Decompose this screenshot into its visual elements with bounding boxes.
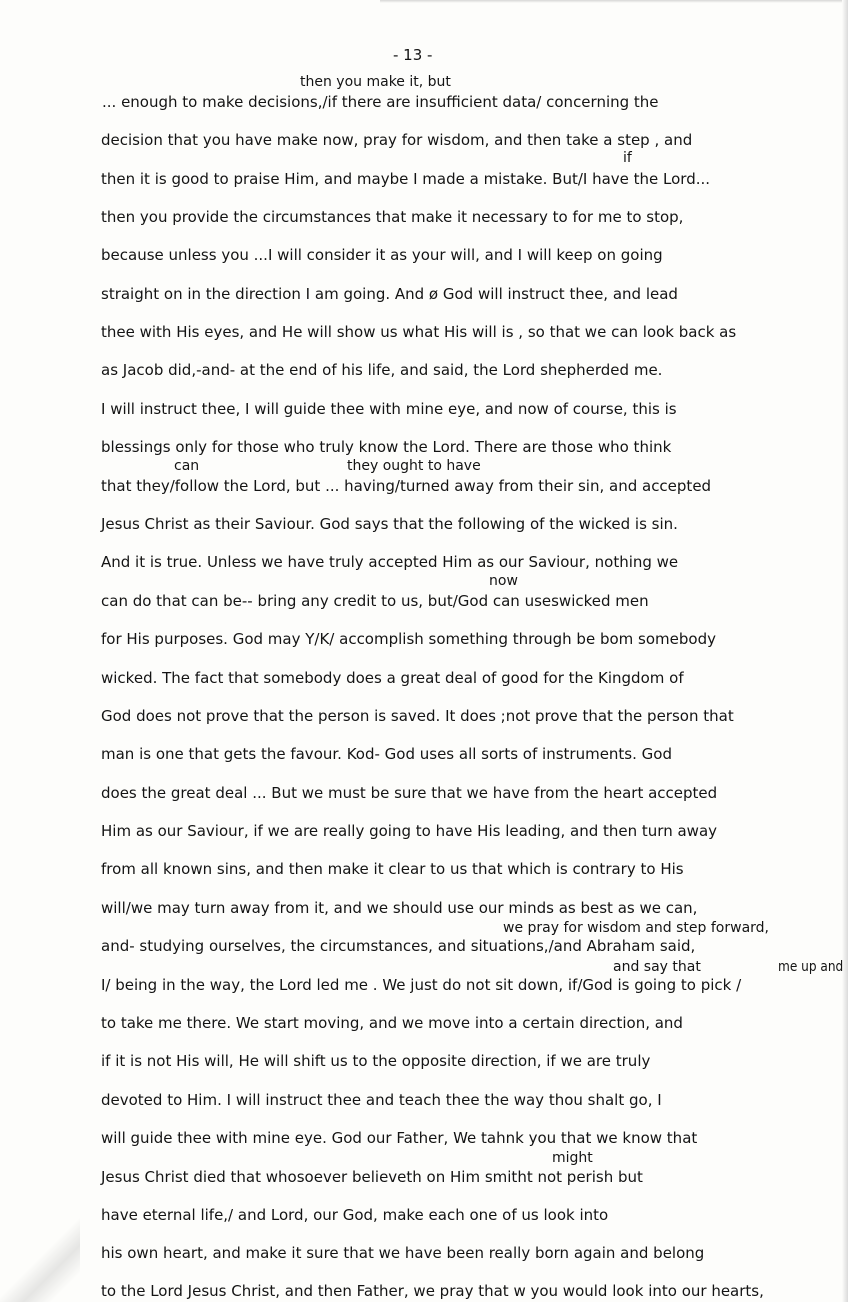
page-number: - 13 - [393, 46, 433, 64]
text-line: that they/follow the Lord, but ... having/turned away from their sin, and accepted [101, 477, 712, 495]
text-line: if it is not His will, He will shift us to the opposite direction, if we are truly [101, 1052, 651, 1070]
text-line: wicked. The fact that somebody does a great deal of good for the Kingdom of [101, 669, 684, 687]
text-line: straight on in the direction I am going. And ø God will instruct thee, and lead [101, 285, 678, 303]
page-top-edge [380, 0, 848, 3]
text-line: his own heart, and make it sure that we have been really born again and belong [101, 1244, 705, 1262]
text-line: as Jacob did,-and- at the end of his life, and said, the Lord shepherded me. [101, 361, 663, 379]
text-line: I will instruct thee, I will guide thee with mine eye, and now of course, this is [101, 400, 677, 418]
insertion-line-1: then you make it, but [300, 74, 451, 90]
text-line: then you provide the circumstances that make it necessary to for me to stop, [101, 208, 684, 226]
text-line: for His purposes. God may Y/K/ accomplish something through be bom somebody [101, 630, 716, 648]
insertion-line-23: we pray for wisdom and step forward, [503, 920, 769, 936]
text-line: will guide thee with mine eye. God our Father, We tahnk you that we know that [101, 1129, 698, 1147]
text-line: will/we may turn away from it, and we should use our minds as best as we can, [101, 899, 698, 917]
text-line: does the great deal ... But we must be sure that we have from the heart accepted [101, 784, 718, 802]
text-line: blessings only for those who truly know the Lord. There are those who think [101, 438, 672, 456]
page-corner-fold [0, 1192, 80, 1302]
text-line: then it is good to praise Him, and maybe I made a mistake. But/I have the Lord... [101, 170, 711, 188]
text-line: And it is true. Unless we have truly accepted Him as our Saviour, nothing we [101, 553, 679, 571]
text-line: devoted to Him. I will instruct thee and teach thee the way thou shalt go, I [101, 1091, 662, 1109]
text-line: man is one that gets the favour. Kod- God uses all sorts of instruments. God [101, 745, 672, 763]
text-line: Jesus Christ died that whosoever believeth on Him smitht not perish but [101, 1168, 643, 1186]
text-line: thee with His eyes, and He will show us what His will is , so that we can look back as [101, 323, 737, 341]
text-line: decision that you have make now, pray for wisdom, and then take a step , and [101, 131, 693, 149]
text-line: Him as our Saviour, if we are really going to have His leading, and then turn away [101, 822, 718, 840]
insertion-line-3: if [623, 150, 632, 166]
text-line: to the Lord Jesus Christ, and then Father, we pray that w you would look into our hearts, [101, 1282, 764, 1300]
insertion-line-29: might [552, 1150, 593, 1166]
text-line: I/ being in the way, the Lord led me . We just do not sit down, if/God is going to pick / [101, 976, 742, 994]
insertion-line-11a: can [174, 458, 200, 474]
text-line: have eternal life,/ and Lord, our God, make each one of us look into [101, 1206, 609, 1224]
text-line: can do that can be-- bring any credit to us, but/God can useswicked men [101, 592, 649, 610]
insertion-line-24b: me up and [778, 959, 844, 975]
text-line: from all known sins, and then make it clear to us that which is contrary to His [101, 860, 684, 878]
text-line: and- studying ourselves, the circumstances, and situations,/and Abraham said, [101, 937, 696, 955]
insertion-line-11b: they ought to have [347, 458, 481, 474]
text-line: because unless you ...I will consider it as your will, and I will keep on going [101, 246, 663, 264]
text-line: Jesus Christ as their Saviour. God says that the following of the wicked is sin. [101, 515, 678, 533]
text-line: ... enough to make decisions,/if there are insufficient data/ concerning the [102, 93, 659, 111]
page-right-edge [842, 0, 848, 1302]
text-line: to take me there. We start moving, and we move into a certain direction, and [101, 1014, 683, 1032]
text-line: God does not prove that the person is saved. It does ;not prove that the person that [101, 707, 734, 725]
insertion-line-24a: and say that [613, 959, 701, 975]
insertion-line-14: now [489, 573, 518, 589]
